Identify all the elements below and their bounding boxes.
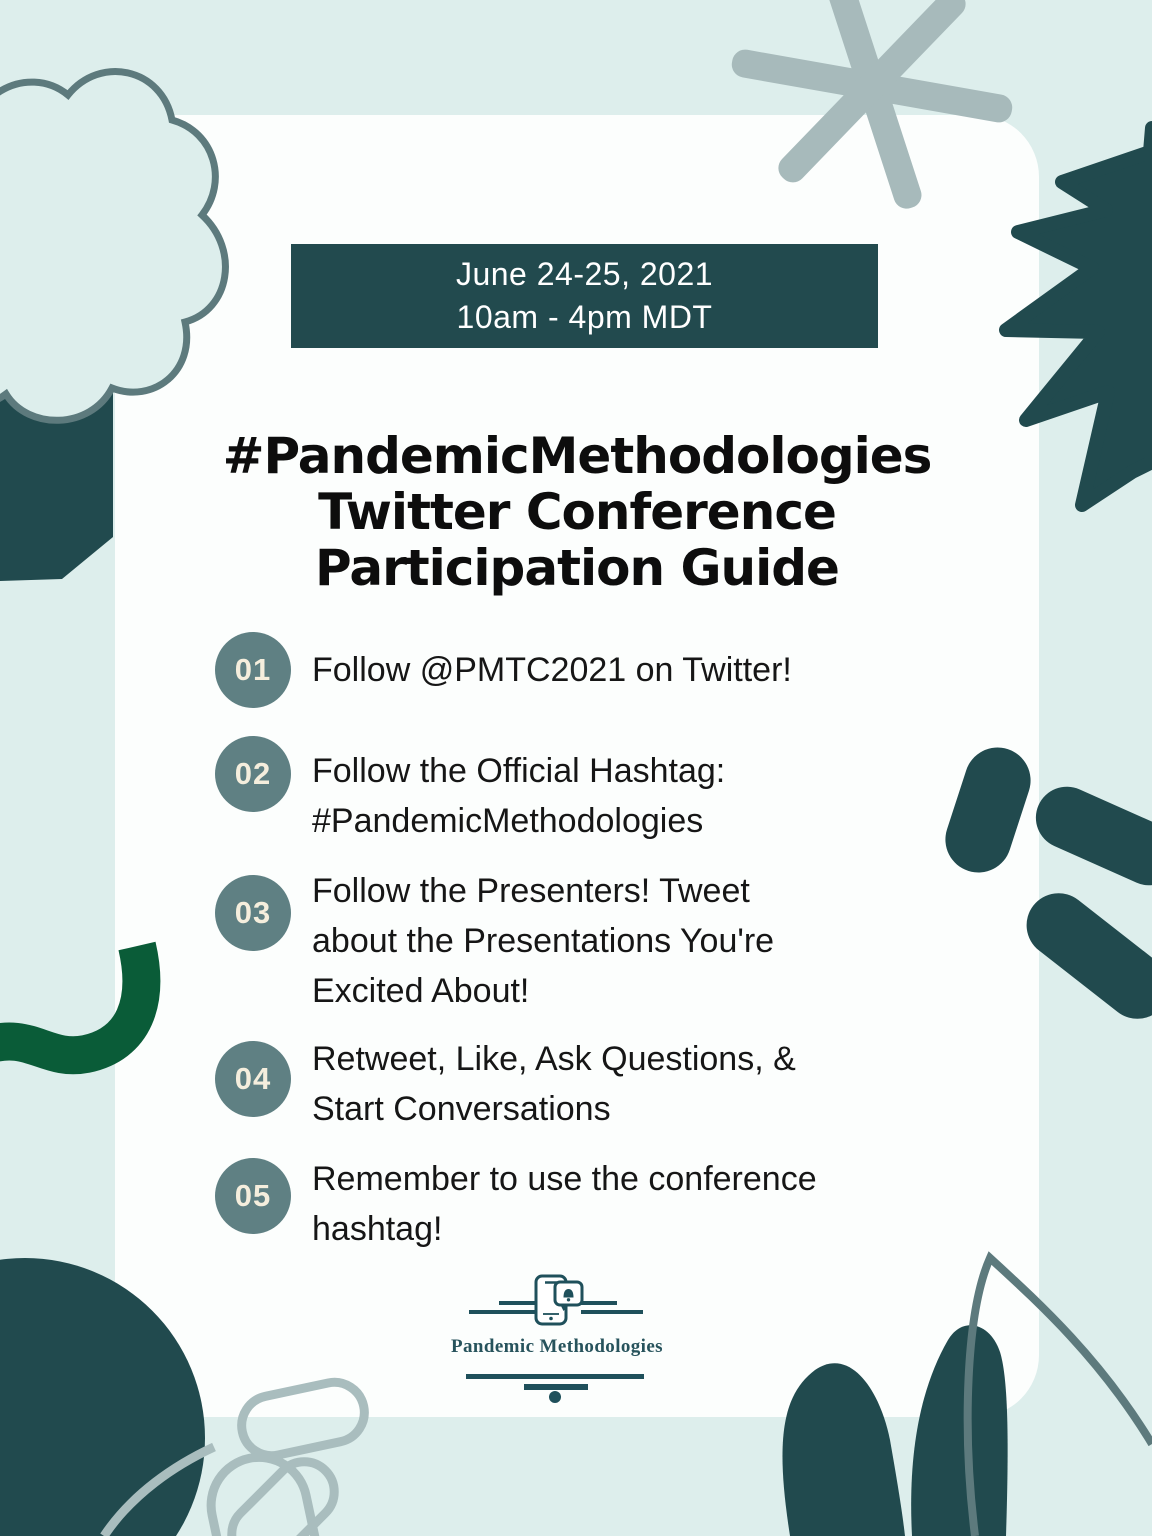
step-03-line-2: about the Presentations You're (312, 922, 775, 960)
event-date-banner (291, 244, 878, 348)
step-02-line-1: Follow the Official Hashtag: (312, 752, 726, 790)
poster-title (115, 428, 1039, 596)
step-03-badge: 03 (215, 875, 291, 951)
step-04-badge: 04 (215, 1041, 291, 1117)
step-04-text (312, 1034, 796, 1134)
swoosh-icon (0, 946, 141, 1055)
step-05-line-2: hashtag! (312, 1210, 443, 1248)
leaf-icon (911, 1325, 1007, 1536)
circle-blob-icon (0, 1258, 205, 1536)
event-dates: June 24-25, 2021 (455, 256, 714, 292)
title-line-1: #PandemicMethodologies (222, 427, 932, 485)
logo-divider-dot (549, 1391, 561, 1403)
step-03-line-1: Follow the Presenters! Tweet (312, 872, 750, 910)
step-05-badge: 05 (215, 1158, 291, 1234)
step-04-line-2: Start Conversations (312, 1090, 611, 1128)
bean-blob-icon (1014, 880, 1152, 1031)
title-line-3: Participation Guide (315, 539, 839, 597)
step-04-line-1: Retweet, Like, Ask Questions, & (312, 1040, 796, 1078)
step-05-text (312, 1154, 817, 1254)
logo-name: Pandemic Methodologies (451, 1336, 663, 1357)
step-03-line-3: Excited About! (312, 972, 530, 1010)
step-01-text (312, 645, 792, 695)
event-time: 10am - 4pm MDT (456, 299, 713, 335)
step-01-line-1: Follow @PMTC2021 on Twitter! (312, 651, 792, 689)
leaf-icon (782, 1363, 905, 1536)
logo-divider-long (466, 1374, 644, 1379)
bean-blob-icon (937, 739, 1039, 881)
step-05-line-1: Remember to use the conference (312, 1160, 817, 1198)
title-line-2: Twitter Conference (318, 483, 836, 541)
step-03-text (312, 866, 774, 1016)
phone-notification-icon (455, 1272, 665, 1332)
bean-outline-icon (236, 1377, 370, 1461)
cloud-icon (0, 72, 225, 421)
step-02-line-2: #PandemicMethodologies (312, 802, 704, 840)
asterisk-icon (711, 0, 1032, 228)
step-02-text (312, 746, 725, 846)
bean-blob-icon (1026, 777, 1152, 895)
logo-divider-short (524, 1384, 588, 1390)
step-02-badge: 02 (215, 736, 291, 812)
step-01-badge: 01 (215, 632, 291, 708)
